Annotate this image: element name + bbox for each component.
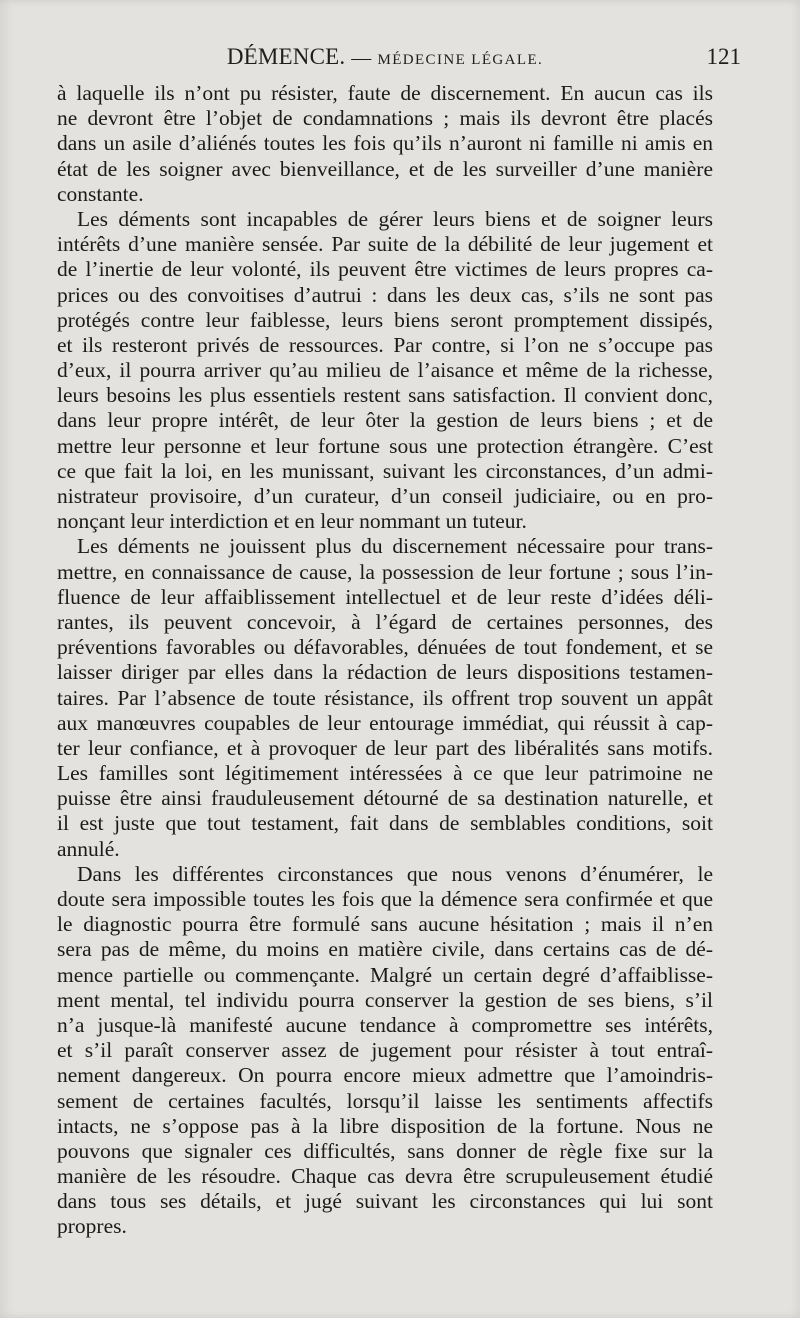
section-title: MÉDECINE LÉGALE.: [377, 52, 544, 68]
text-line: doute sera impossible toutes les fois que la démence sera confirmée et que: [57, 887, 713, 911]
page-number: 121: [706, 44, 741, 69]
text-line: mence partielle ou commençante. Malgré un certain degré d’affaiblisse-: [57, 962, 713, 987]
text-line: manière de les résoudre. Chaque cas devra être scrupuleusement étudié: [57, 1164, 713, 1189]
text-line: mettre leur personne et leur fortune sous une protection étrangère. C’est: [57, 433, 713, 458]
text-line: dans leur propre intérêt, de leur ôter la gestion de leurs biens ; et de: [57, 408, 713, 433]
paragraph: [57, 862, 713, 1240]
text-line: ce que fait la loi, en les munissant, suivant les circonstances, d’un admi-: [57, 458, 713, 483]
body-text: [57, 81, 713, 1240]
text-line: n’a jusque-là manifesté aucune tendance à compromettre ses intérêts,: [57, 1012, 713, 1037]
text-line: mettre, en connaissance de cause, la possession de leur fortune ; sous l’in-: [57, 559, 713, 584]
text-line: nistrateur provisoire, d’un curateur, d’un conseil judiciaire, ou en pro-: [57, 484, 713, 508]
header-separator: —: [351, 47, 372, 69]
text-line: Les déments sont incapables de gérer leurs biens et de soigner leurs: [77, 206, 713, 231]
text-line: intérêts d’une manière sensée. Par suite de la débilité de leur jugement et: [57, 232, 713, 257]
text-line: dans un asile d’aliénés toutes les fois qu’ils n’auront ni famille ni amis en: [57, 131, 713, 156]
text-line: annulé.: [57, 836, 120, 861]
text-line: de l’inertie de leur volonté, ils peuvent être victimes de leurs propres ca-: [57, 257, 713, 282]
paragraph: [57, 534, 713, 861]
text-line: préventions favorables ou défavorables, dénuées de tout fondement, et se: [57, 635, 713, 660]
text-line: ment mental, tel individu pourra conserver la gestion de ses biens, s’il: [57, 987, 713, 1012]
text-line: taires. Par l’absence de toute résistance, ils offrent trop souvent un appât: [57, 685, 713, 710]
text-line: sera pas de même, du moins en matière civile, dans certains cas de dé-: [57, 937, 713, 962]
text-line: prices ou des convoitises d’autrui : dans les deux cas, s’ils ne sont pas: [57, 282, 713, 307]
text-line: à laquelle ils n’ont pu résister, faute de discernement. En aucun cas ils: [57, 81, 713, 105]
text-line: Dans les différentes circonstances que nous venons d’énumérer, le: [77, 861, 713, 886]
text-line: aux manœuvres coupables de leur entourage immédiat, qui réussit à cap-: [57, 710, 713, 735]
text-line: Les déments ne jouissent plus du discernement nécessaire pour trans-: [77, 534, 713, 559]
text-line: d’eux, il pourra arriver qu’au milieu de l’aisance et même de la richesse,: [57, 358, 713, 383]
text-line: constante.: [57, 181, 144, 206]
text-line: ne devront être l’objet de condamnations ; mais ils devront être placés: [57, 106, 713, 131]
text-line: nement dangereux. On pourra encore mieux admettre que l’amoindris-: [57, 1063, 713, 1088]
text-line: et s’il paraît conserver assez de jugement pour résister à tout entraî-: [57, 1038, 713, 1063]
text-line: rantes, ils peuvent concevoir, à l’égard de certaines personnes, des: [57, 609, 713, 634]
text-line: protégés contre leur faiblesse, leurs biens seront promptement dissipés,: [57, 307, 713, 332]
text-line: nonçant leur interdiction et en leur nommant un tuteur.: [57, 509, 527, 534]
paragraph: [57, 81, 713, 207]
text-line: ter leur confiance, et à provoquer de leur part des libéralités sans motifs.: [57, 735, 713, 760]
text-line: dans tous ses détails, et jugé suivant les circonstances qui lui sont: [57, 1189, 713, 1214]
running-head: [57, 44, 741, 78]
text-line: intacts, ne s’oppose pas à la libre disposition de la fortune. Nous ne: [57, 1113, 713, 1138]
text-line: propres.: [57, 1214, 127, 1239]
running-head-title: [57, 44, 713, 70]
text-line: leurs besoins les plus essentiels restent sans satisfaction. Il convient donc,: [57, 383, 713, 408]
text-line: il est juste que tout testament, fait dans de semblables conditions, soit: [57, 811, 713, 836]
text-line: puisse être ainsi frauduleusement détourné de sa destination naturelle, et: [57, 786, 713, 811]
text-line: et ils resteront privés de ressources. Par contre, si l’on ne s’occupe pas: [57, 332, 713, 357]
text-line: état de les soigner avec bienveillance, et de les surveiller d’une manière: [57, 156, 713, 181]
text-line: sement de certaines facultés, lorsqu’il laisse les sentiments affectifs: [57, 1088, 713, 1113]
paragraph: [57, 207, 713, 534]
text-line: pouvons que signaler ces difficultés, sans donner de règle fixe sur la: [57, 1138, 713, 1163]
chapter-title: DÉMENCE.: [226, 44, 346, 69]
text-line: Les familles sont légitimement intéressées à ce que leur patrimoine ne: [57, 761, 713, 786]
text-line: fluence de leur affaiblissement intellectuel et de leur reste d’idées déli-: [57, 584, 713, 609]
text-line: le diagnostic pourra être formulé sans aucune hésitation ; mais il n’en: [57, 912, 713, 937]
text-line: laisser diriger par elles dans la rédaction de leurs dispositions testamen-: [57, 660, 713, 685]
